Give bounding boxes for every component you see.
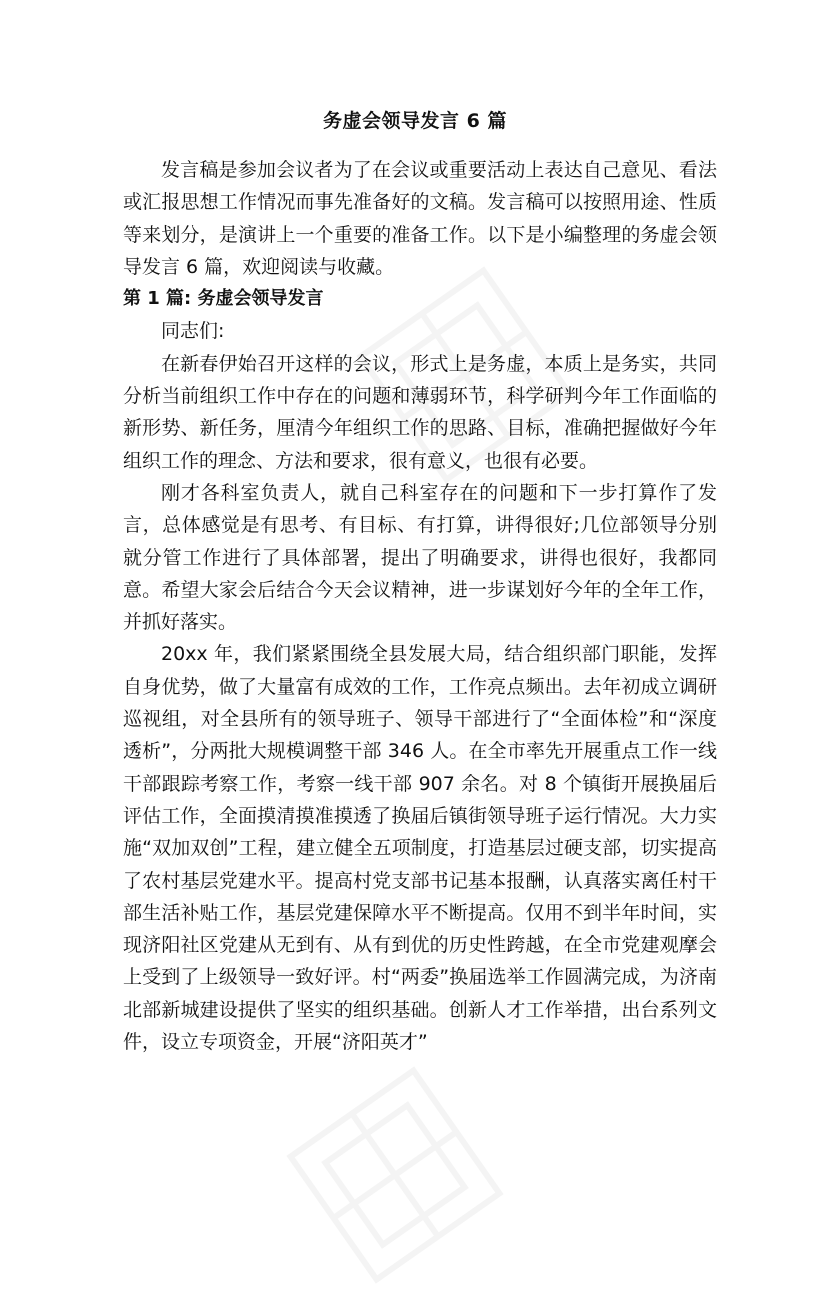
salutation: 同志们: [161, 320, 225, 343]
body-paragraph-2: 刚才各科室负责人，就自己科室存在的问题和下一步打算作了发言，总体感觉是有思考、有目标、有打算，讲得很好;几位部领导分别就分管工作进行了具体部署，提出了明确要求，讲得也很好，我都同意。希望大家会后结合今天会议精神，进一步谋划好今年的全年工作，并抓好落实。 [123, 481, 717, 634]
intro-paragraph: 发言稿是参加会议者为了在会议或重要活动上表达自己意见、看法或汇报思想工作情况而事先准备好的文稿。发言稿可以按照用途、性质等来划分，是演讲上一个重要的准备工作。以下是小编整理的务虚会领导发言 6 篇，欢迎阅读与收藏。 [123, 159, 717, 278]
body-paragraph-3: 20xx 年，我们紧紧围绕全县发展大局，结合组织部门职能，发挥自身优势，做了大量富有成效的工作，工作亮点频出。去年初成立调研巡视组，对全县所有的领导班子、领导干部进行了“全面体检”和“深度透析”，分两批大规模调整干部 346 人。在全市率先开展重点工作一线干部跟踪考察工作，考察一线干部 907 余名。对 8 个镇街开展换届后评估工作，全面摸清摸准摸透了换届后镇街领导班子运行情况。大力实施“双加双创”工程，建立健全五项制度，打造基层过硬支部，切实提高了农村基层党建水平。提高村党支部书记基本报酬，认真落实离任村干部生活补贴工作，基层党建保障水平不断提高。仅用不到半年时间，实现济阳社区党建从无到有、从有到优的历史性跨越，在全市党建观摩会上受到了上级领导一致好评。村“两委”换届选举工作圆满完成，为济南北部新城建设提供了坚实的组织基础。创新人才工作举措，出台系列文件，设立专项资金，开展“济阳英才” [123, 643, 717, 1054]
section-heading: 第 1 篇: 务虚会领导发言 [123, 288, 324, 310]
document-title: 务虚会领导发言 6 篇 [323, 110, 507, 132]
body-paragraph-1: 在新春伊始召开这样的会议，形式上是务虚，本质上是务实，共同分析当前组织工作中存在的问题和薄弱环节，科学研判今年工作面临的新形势、新任务，厘清今年组织工作的思路、目标，准确把握做好今年组织工作的理念、方法和要求，很有意义，也很有必要。 [123, 352, 717, 472]
document-body [123, 154, 717, 1058]
watermark-logo-icon [263, 1043, 528, 1307]
